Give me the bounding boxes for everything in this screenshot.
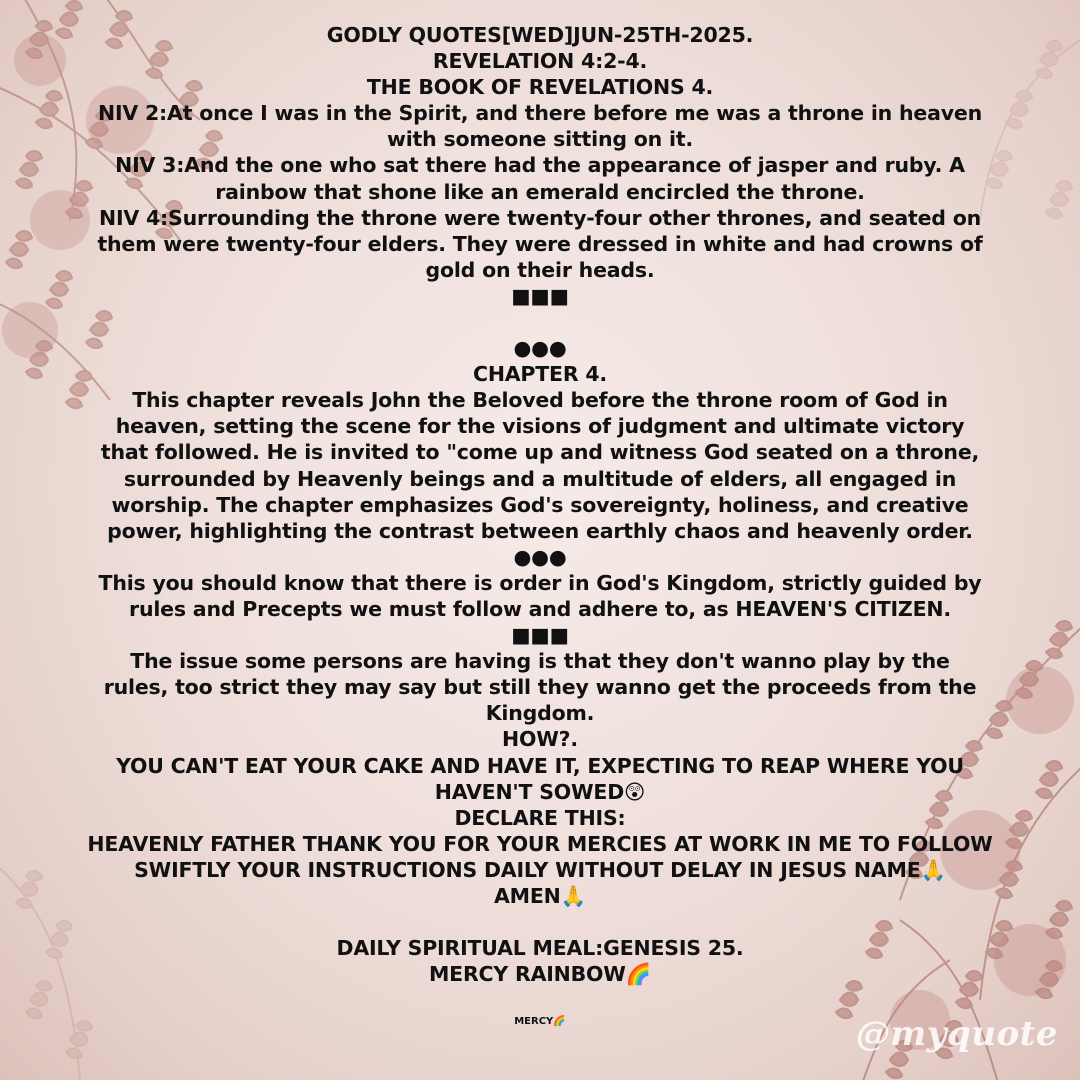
book-title: THE BOOK OF REVELATIONS 4. [366, 75, 714, 100]
scripture-reference: REVELATION 4:2-4. [432, 49, 648, 74]
verse-4-cont: them were twenty-four elders. They were dressed in white and had crowns of [97, 231, 983, 256]
chapter-heading: CHAPTER 4. [472, 362, 608, 387]
amen: AMEN🙏 [494, 884, 586, 908]
myquote-watermark: @myquote [855, 1014, 1058, 1054]
order-statement-1: This you should know that there is order in God's Kingdom, strictly guided by [98, 570, 982, 595]
verse-4-end: gold on their heads. [425, 257, 655, 282]
quote-header: GODLY QUOTES[WED]JUN-25TH-2025. [326, 23, 754, 47]
declare-heading: DECLARE THIS: [454, 805, 626, 830]
square-divider: ■■■ [511, 283, 569, 308]
quote-text [30, 22, 1050, 987]
issue-statement-1: The issue some persons are having is that they don't wanno play by the [130, 649, 950, 674]
author-sign-off: MERCY RAINBOW🌈 [428, 962, 652, 987]
verse-4: NIV 4:Surrounding the throne were twenty-four other thrones, and seated on [98, 205, 981, 230]
issue-statement-2: rules, too strict they may say but still they wanno get the proceeds from the [103, 675, 977, 700]
order-statement-2: rules and Precepts we must follow and adhere to, as HEAVEN'S CITIZEN. [129, 596, 951, 621]
declaration-2: SWIFTLY YOUR INSTRUCTIONS DAILY WITHOUT DELAY IN JESUS NAME🙏 [134, 857, 946, 882]
cake-statement-2: HAVEN'T SOWED😲 [434, 779, 646, 804]
cake-statement-1: YOU CAN'T EAT YOUR CAKE AND HAVE IT, EXPECTING TO REAP WHERE YOU [116, 753, 964, 778]
spacer [30, 909, 1050, 935]
issue-statement-3: Kingdom. [485, 701, 595, 726]
square-divider: ■■■ [511, 623, 569, 648]
chapter-summary-1: This chapter reveals John the Beloved before the throne room of God in [132, 388, 948, 413]
verse-3: NIV 3:And the one who sat there had the appearance of jasper and ruby. A [115, 153, 965, 178]
chapter-summary-4: surrounded by Heavenly beings and a multitude of elders, all engaged in [123, 466, 957, 491]
chapter-summary-5: worship. The chapter emphasizes God's sovereignty, holiness, and creative [111, 492, 969, 517]
dot-divider: ●●● [513, 544, 567, 569]
chapter-summary-6: power, highlighting the contrast between earthly chaos and heavenly order. [107, 518, 973, 543]
daily-meal: DAILY SPIRITUAL MEAL:GENESIS 25. [336, 936, 744, 961]
dot-divider: ●●● [513, 336, 567, 361]
spacer [30, 309, 1050, 335]
verse-3-cont: rainbow that shone like an emerald encircled the throne. [215, 179, 865, 204]
chapter-summary-2: heaven, setting the scene for the visions of judgment and ultimate victory [115, 414, 965, 439]
declaration-1: HEAVENLY FATHER THANK YOU FOR YOUR MERCIES AT WORK IN ME TO FOLLOW [87, 831, 993, 856]
chapter-summary-3: that followed. He is invited to "come up and witness God seated on a throne, [100, 440, 980, 465]
verse-2-cont: with someone sitting on it. [386, 127, 694, 152]
verse-2: NIV 2:At once I was in the Spirit, and there before me was a throne in heaven [98, 101, 982, 126]
question-how: HOW?. [502, 727, 578, 752]
small-signature: MERCY🌈 [514, 1016, 566, 1027]
